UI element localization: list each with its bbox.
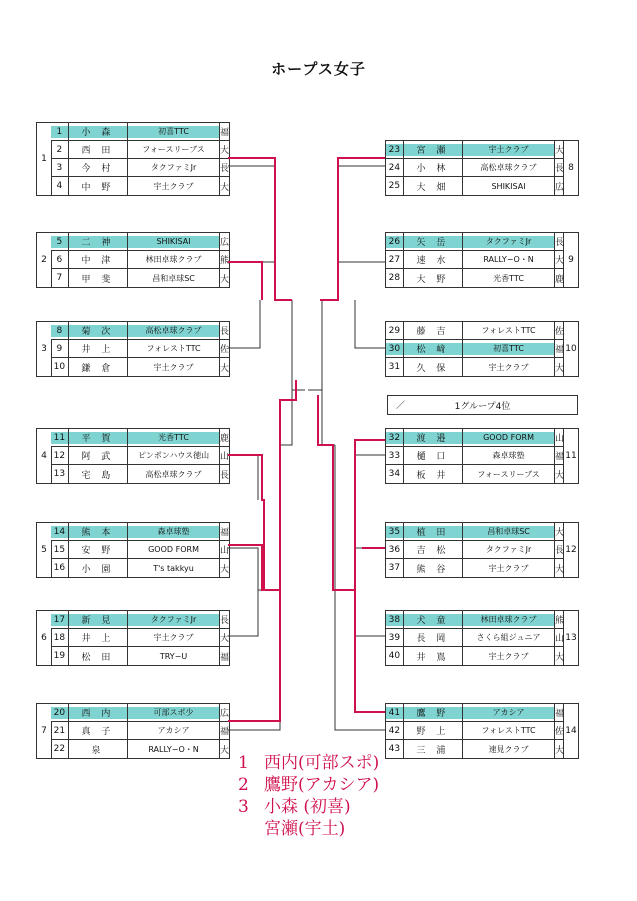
group-number: 12 [563,523,578,577]
player-club: GOOD FORM [128,541,220,558]
player-club: アカシア [463,704,555,721]
player-number: 1 [51,123,69,140]
player-name: 矢 岳 [404,233,463,250]
player-prefecture: 長 [219,470,229,481]
player-name: 鎌 倉 [69,358,128,376]
player-name: 平 賀 [69,429,128,446]
player-number: 38 [386,611,404,628]
player-prefecture: 長 [554,546,564,556]
player-number: 23 [386,141,404,158]
player-number: 3 [51,159,69,176]
player-club: フォースリーブス [463,465,555,483]
player-club: タクファミJr [128,611,220,628]
player-prefecture: 大 [554,528,564,538]
player-club: 森卓球塾 [463,447,555,464]
player-name: 井 嶌 [404,647,463,665]
player-number: 7 [51,269,69,287]
player-name: 阿 武 [69,447,128,464]
group-number: 2 [37,233,52,287]
player-name: 今 村 [69,159,128,176]
player-prefecture: 長 [219,616,229,626]
player-club: 光香TTC [463,269,555,287]
group-number: 6 [37,611,52,665]
player-number: 2 [51,141,69,158]
player-prefecture: 福 [219,128,229,138]
player-club: タクファミJr [128,159,220,176]
player-prefecture: 佐 [554,727,564,737]
player-name: 西 内 [69,704,128,721]
player-name: 宅 島 [69,465,128,483]
player-prefecture: 大 [554,146,564,156]
player-number: 19 [51,647,69,665]
player-name: 鷹 野 [404,704,463,721]
player-prefecture: 鹿 [554,274,564,285]
player-number: 6 [51,251,69,268]
player-number: 22 [51,740,69,758]
player-club: アカシア [128,722,220,739]
player-prefecture: 鹿 [219,434,229,444]
player-prefecture: 熊 [554,616,564,626]
player-club: ピンポンハウス徳山 [128,447,220,464]
player-club: 宇土クラブ [128,629,220,646]
player-number: 36 [386,541,404,558]
player-club: SHIKISAI [463,177,555,195]
player-club: フォレストTTC [463,322,555,339]
player-club: 高松卓球クラブ [128,465,220,483]
group-number: 1 [37,123,52,195]
player-name: 二 神 [69,233,128,250]
player-club: フォレストTTC [463,722,555,739]
result-row: 2 鷹野(アカシア) [238,775,380,795]
player-prefecture: 大 [219,745,229,756]
player-prefecture: 佐 [219,345,229,355]
player-club: 初喜TTC [463,340,555,357]
player-number: 39 [386,629,404,646]
player-name: 久 保 [404,358,463,376]
player-name: 大 畑 [404,177,463,195]
player-number: 31 [386,358,404,376]
player-prefecture: 長 [219,164,229,174]
player-number: 10 [51,358,69,376]
player-club: フォレストTTC [128,340,220,357]
printed-bracket [228,166,385,730]
player-prefecture: 山 [554,634,564,644]
player-name: 甲 斐 [69,269,128,287]
player-club: 宇土クラブ [128,177,220,195]
player-name: 野 上 [404,722,463,739]
player-club: 高松卓球クラブ [463,159,555,176]
player-number: 29 [386,322,404,339]
player-name: 井 上 [69,629,128,646]
player-name: 速 水 [404,251,463,268]
group-number: 4 [37,429,52,483]
player-number: 30 [386,340,404,357]
player-club: 可部スポ少 [128,704,220,721]
player-club: 宇土クラブ [463,358,555,376]
player-prefecture: 山 [219,546,229,556]
player-prefecture: 長 [219,327,229,337]
player-number: 11 [51,429,69,446]
player-prefecture: 大 [219,274,229,285]
player-name: 宮 瀬 [404,141,463,158]
player-name: 長 岡 [404,629,463,646]
player-name: 樋 口 [404,447,463,464]
player-prefecture: 大 [554,745,564,756]
group-number: 10 [563,322,578,376]
player-club: 速見クラブ [463,740,555,758]
player-name: 中 野 [69,177,128,195]
player-name: 松 田 [69,647,128,665]
player-club: RALLY−O・N [463,251,555,268]
player-number: 15 [51,541,69,558]
player-number: 13 [51,465,69,483]
player-prefecture: 福 [554,452,564,462]
player-name: 熊 谷 [404,559,463,577]
player-number: 18 [51,629,69,646]
player-prefecture: 広 [219,238,229,248]
player-number: 20 [51,704,69,721]
player-prefecture: 福 [554,709,564,719]
player-number: 12 [51,447,69,464]
player-club: 林田卓球クラブ [128,251,220,268]
player-number: 14 [51,523,69,540]
player-prefecture: 福 [554,345,564,355]
player-name: 板 井 [404,465,463,483]
player-prefecture: 広 [219,709,229,719]
player-name: 犬 童 [404,611,463,628]
player-number: 43 [386,740,404,758]
player-number: 42 [386,722,404,739]
player-club: 宇土クラブ [128,358,220,376]
note-text: 1グループ4位 [454,401,511,412]
player-prefecture: 長 [554,238,564,248]
player-name: 新 見 [69,611,128,628]
player-number: 25 [386,177,404,195]
player-prefecture: 山 [219,452,229,462]
player-number: 16 [51,559,69,577]
player-club: フォースリーブス [128,141,220,158]
player-club: タクファミJr [463,541,555,558]
group-number: 13 [563,611,578,665]
player-name: 熊 本 [69,523,128,540]
player-prefecture: 佐 [554,327,564,337]
player-number: 34 [386,465,404,483]
group-number: 9 [563,233,578,287]
player-number: 28 [386,269,404,287]
player-name: 植 田 [404,523,463,540]
player-name: 西 田 [69,141,128,158]
player-number: 33 [386,447,404,464]
player-number: 24 [386,159,404,176]
player-name: 渡 邉 [404,429,463,446]
player-prefecture: 大 [219,564,229,575]
player-club: さくら組ジュニア [463,629,555,646]
player-name: 小 林 [404,159,463,176]
group-number: 5 [37,523,52,577]
player-name: 吉 松 [404,541,463,558]
player-prefecture: 大 [554,652,564,663]
player-prefecture: 山 [554,434,564,444]
player-club: 昌和卓球SC [128,269,220,287]
result-row: 3 小森 (初喜) [238,797,351,817]
player-prefecture: 長 [554,164,564,174]
player-name: 小 園 [69,559,128,577]
player-name: 井 上 [69,340,128,357]
player-number: 37 [386,559,404,577]
player-number: 32 [386,429,404,446]
player-number: 35 [386,523,404,540]
player-name: 藤 吉 [404,322,463,339]
result-row: 宮瀬(宇土) [264,819,346,839]
handwritten-results [238,752,379,840]
player-club: SHIKISAI [128,233,220,250]
group-number: 11 [563,429,578,483]
player-club: 高松卓球クラブ [128,322,220,339]
player-number: 40 [386,647,404,665]
page-title: ホープス女子 [271,60,366,78]
player-club: タクファミJr [463,233,555,250]
player-club: 光香TTC [128,429,220,446]
player-number: 27 [386,251,404,268]
player-prefecture: 大 [554,470,564,481]
player-club: 昌和卓球SC [463,523,555,540]
player-club: 初喜TTC [128,123,220,140]
pen-tick-mark: ／ [396,401,406,411]
player-prefecture: 大 [219,182,229,193]
group-number: 14 [563,704,578,758]
player-club: T's takkyu [128,559,220,577]
player-name: 大 野 [404,269,463,287]
player-prefecture: 福 [219,528,229,538]
group-number: 8 [563,141,578,195]
player-name: 三 浦 [404,740,463,758]
player-club: 森卓球塾 [128,523,220,540]
player-number: 8 [51,322,69,339]
player-prefecture: 大 [554,363,564,374]
player-name: 松 﨑 [404,340,463,357]
player-club: 宇土クラブ [463,141,555,158]
player-number: 41 [386,704,404,721]
player-prefecture: 福 [219,727,229,737]
pen-winner-lines [228,158,385,721]
player-prefecture: 大 [219,363,229,374]
player-prefecture: 福 [219,652,229,663]
player-prefecture: 大 [219,146,229,156]
player-club: 宇土クラブ [463,647,555,665]
player-prefecture: 大 [554,564,564,575]
player-club: 宇土クラブ [463,559,555,577]
player-number: 5 [51,233,69,250]
player-number: 4 [51,177,69,195]
player-club: RALLY−O・N [128,740,220,758]
player-number: 9 [51,340,69,357]
player-name: 安 野 [69,541,128,558]
player-number: 26 [386,233,404,250]
group-number: 3 [37,322,52,376]
player-prefecture: 大 [219,634,229,644]
player-prefecture: 大 [554,256,564,266]
player-club: 林田卓球クラブ [463,611,555,628]
player-club: TRY−U [128,647,220,665]
player-prefecture: 熊 [219,256,229,266]
player-number: 21 [51,722,69,739]
player-name: 小 森 [69,123,128,140]
player-name: 中 津 [69,251,128,268]
group-number: 7 [37,704,52,758]
player-name: 菊 次 [69,322,128,339]
player-name: 真 子 [69,722,128,739]
player-club: GOOD FORM [463,429,555,446]
player-number: 17 [51,611,69,628]
result-row: 1 西内(可部スポ) [238,753,380,773]
player-name: 泉 [69,740,128,758]
player-prefecture: 広 [554,182,564,193]
